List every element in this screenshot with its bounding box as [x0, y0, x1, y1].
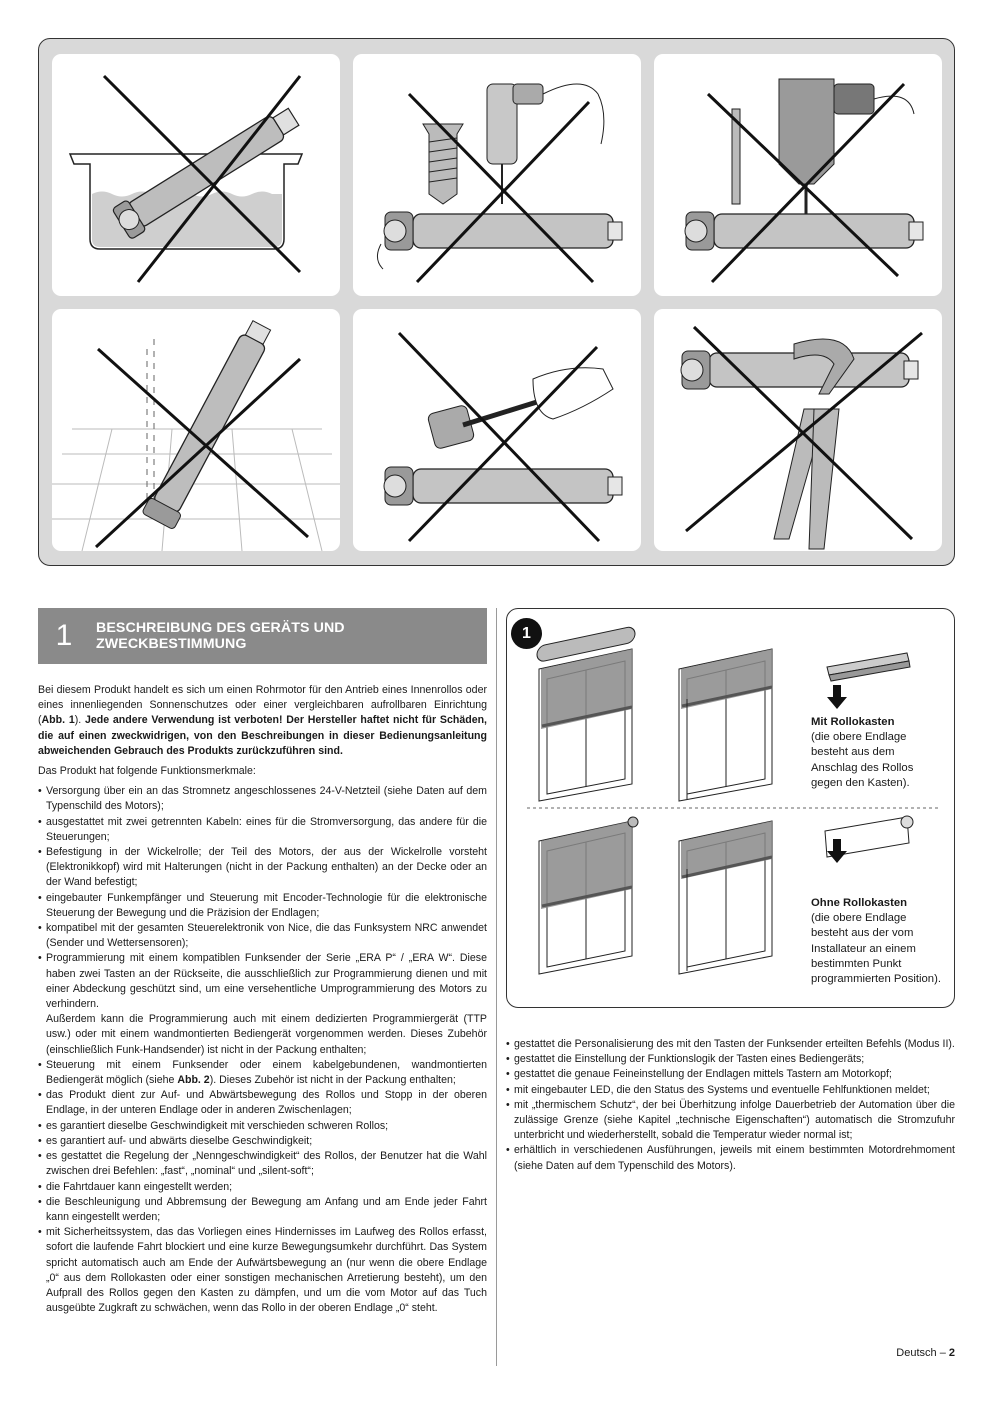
figure-1: [506, 608, 955, 1008]
section-number: 1: [55, 619, 73, 652]
list-item: • es garantiert dieselbe Geschwindigkeit mit verschieden schweren Rollos;: [38, 1119, 487, 1134]
list-item: • eingebauter Funkempfänger und Steuerung mit Encoder-Technologie für die elektronische Steuerung der Bewegung und die Präzision der Endlagen;: [38, 891, 487, 921]
list-item: • das Produkt dient zur Auf- und Abwärtsbewegung des Rollos und Stopp in der oberen Endlage, in der unteren Endlage oder in anderen Zwischenlagen;: [38, 1088, 487, 1118]
list-item: • kompatibel mit der gesamten Steuerelektronik von Nice, die das Funksystem NRC anwendet (Sender und Wettersensoren);: [38, 921, 487, 951]
no-pliers-icon: [654, 309, 942, 551]
list-item: • die Fahrtdauer kann eingestellt werden;: [38, 1180, 487, 1195]
page-number: 2: [948, 1347, 955, 1359]
no-immersion-icon: [52, 54, 340, 296]
column-divider: [496, 608, 497, 1366]
feature-list: [38, 784, 487, 1316]
intro-paragraph: Bei diesem Produkt handelt es sich um einen Rohrmotor für den Antrieb eines Innenrollos oder eines innenliegenden Sonnenschutzes oder einer vergleichbaren aufrollbaren Einrichtung (Abb. 1). Jede andere Verwendung ist verboten! Der Hersteller haftet nicht für Schäden, die auf einen zweckwidrigen, von den Beschreibungen in dieser Bedienungsanleitung abweichenden Gebrauch des Produkts zurückzuführen sind.: [38, 684, 487, 757]
left-column: [38, 683, 487, 1316]
window-with-box-1: [537, 626, 635, 801]
list-item: • mit „thermischem Schutz“, der bei Überhitzung infolge Dauerbetrieb der Automation über die zulässige Grenze (siehe Kapitel „technische Eigenschaften“) automatisch die Stromzufuhr unterbricht und wiederherstellt, sobald die Temperatur wieder normal ist;: [506, 1098, 955, 1144]
list-item: • mit Sicherheitssystem, das das Vorliegen eines Hindernisses im Laufweg des Rollos erfasst, sofort die laufende Fahrt blockiert und eine kurze Bewegungsumkehr durchführt. Das System spricht automatisch auch am Ende der Aufwärtsbewegung an (nur wenn die obere Endlage „0“ aus dem Rollokasten oder einer sonstigen mechanischen Arretierung besteht), um den Aufprall des Rollos gegen den Kasten zu dämpfen, und um die vom Motor auf das Tuch ausgeübte Zugkraft zu schwächen, wenn das Rollo in der oberen Endlage „0“ steht.: [38, 1225, 487, 1316]
figure-number-badge: 1: [511, 618, 542, 649]
caption-with-box: Mit Rollokasten (die obere Endlage besteht aus dem Anschlag des Rollos gegen den Kasten).: [811, 716, 914, 789]
page-footer: Deutsch – 2: [896, 1347, 955, 1359]
no-hammer-icon: [353, 309, 641, 551]
window-without-box-1: [539, 817, 638, 974]
section-header: [38, 608, 487, 664]
list-item: • Befestigung in der Wickelrolle; der Teil des Motors, der aus der Wickelrolle vorsteht (Elektronikkopf) wird mit Halterungen (nicht in der Packung enthalten) an der Decke oder an der Wand befestigt;: [38, 845, 487, 891]
list-item: • es garantiert auf- und abwärts dieselbe Geschwindigkeit;: [38, 1134, 487, 1149]
list-item: • mit eingebauter LED, die den Status des Systems und eventuelle Fehlfunktionen meldet;: [506, 1083, 955, 1098]
list-item: • es gestattet die Regelung der „Nenngeschwindigkeit“ des Rollos, der Benutzer hat die Wahl zwischen drei Befehlen: „fast“, „nominal“ und „silent-soft“;: [38, 1149, 487, 1179]
features-lead: Das Produkt hat folgende Funktionsmerkmale:: [38, 765, 256, 778]
list-item: • gestattet die Personalisierung des mit den Tasten der Funksender erteilten Befehls (Modus II).: [506, 1037, 955, 1052]
box-stop-icon: [827, 653, 910, 709]
list-item: • erhältlich in verschiedenen Ausführungen, jeweils mit einem bestimmten Motordrehmoment (siehe Daten auf dem Typenschild des Motors).: [506, 1143, 955, 1173]
list-item: • ausgestattet mit zwei getrennten Kabeln: eines für die Stromversorgung, das andere für die Steuerungen;: [38, 815, 487, 845]
list-item: • die Beschleunigung und Abbremsung der Bewegung am Anfang und am Ende jeder Fahrt kann eingestellt werden;: [38, 1195, 487, 1225]
no-screw-icon: [353, 54, 641, 296]
list-item-continuation: Außerdem kann die Programmierung auch mit einem dedizierten Programmiergerät (TTP usw.) oder mit einem wandmontierten Bediengerät vorgenommen werden. Dieses Zubehör (einschließlich Funk-Handsender) ist nicht in der Packung enthalten;: [46, 1013, 487, 1056]
feature-list-continued: [506, 1037, 955, 1174]
free-position-icon: [825, 816, 913, 863]
window-with-box-2: [679, 649, 772, 801]
list-item: • gestattet die Einstellung der Funktionslogik der Tasten eines Bediengeräts;: [506, 1052, 955, 1067]
list-item: • Steuerung mit einem Funksender oder einem kabelgebundenen, wandmontierten Bediengerät möglich (siehe Abb. 2). Dieses Zubehör ist nicht in der Packung enthalten;: [38, 1058, 487, 1088]
warning-pictogram-panel: [38, 38, 955, 566]
list-item: • gestattet die genaue Feineinstellung der Endlagen mittels Tastern am Motorkopf;: [506, 1067, 955, 1082]
caption-without-box: Ohne Rollokasten (die obere Endlage besteht aus der vom Installateur an einem bestimmten Punkt programmierten Position).: [811, 897, 941, 986]
right-column: [506, 1037, 955, 1174]
list-item: • Versorgung über ein an das Stromnetz angeschlossenes 24-V-Netzteil (siehe Daten auf dem Typenschild des Motors);: [38, 784, 487, 814]
no-drill-icon: [654, 54, 942, 296]
window-without-box-2: [679, 821, 772, 974]
no-drop-icon: [52, 309, 340, 551]
section-title: BESCHREIBUNG DES GERÄTS UND ZWECKBESTIMMUNG: [96, 620, 345, 652]
list-item: • Programmierung mit einem kompatiblen Funksender der Serie „ERA P“ / „ERA W“. Diese haben zwei Tasten an der Rückseite, die ausschließlich zur Programmierung dienen und mit einer Abdeckung geschützt sind, um eine versehentliche Umprogrammierung des Motors zu verhindern.: [38, 951, 487, 1012]
